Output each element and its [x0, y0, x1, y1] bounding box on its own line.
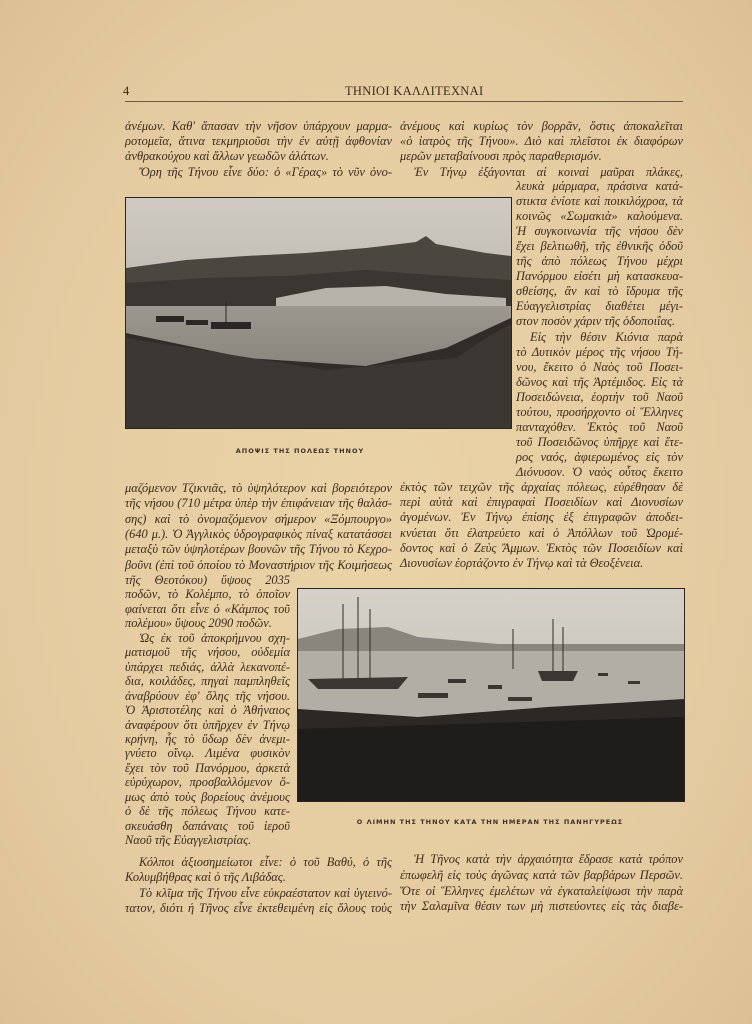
text-line: Κόλποι ἀξιοσημείωτοι εἶνε: ὁ τοῦ Βαθύ, ὁ τῆς: [139, 855, 392, 869]
text-line: ἀγομένων. Ἐν Τήνῳ ἐπίσης ἐξ ἐπιγραφῶν ἀποδει-: [400, 510, 683, 525]
text-line: περὶ αὐτὰ καὶ ἐπιγραφαὶ Ποσειδίων καὶ Διονυσίων: [400, 495, 683, 510]
text-line: Ποσειδώνεια, ἑορτὴν τοῦ Ναοῦ: [516, 389, 683, 404]
text-line: γνύετο οἴνῳ. Λιμένα φυσικὸν: [125, 746, 290, 761]
text-line: ματισμοῦ τῆς νήσου, οὐδεμία: [125, 645, 290, 660]
text-line: ἔχει βελτιωθῆ, τῆς ἐθνικῆς ὁδοῦ: [516, 239, 683, 254]
header-rule: [125, 101, 683, 102]
text-line: κοινῶς «Σωμακιὰ» καλούμενα.: [516, 209, 683, 224]
text-line: «ὁ ἰατρὸς τῆς Τήνου». Διὸ καὶ πλεῖστοι ἐκ διαφόρων: [400, 134, 683, 149]
text-line: τοῦ Ποσειδῶνος ὑπῆρχε καὶ ἕτε-: [516, 434, 683, 449]
text-line: δῶνος καὶ τῆς Ἀρτέμιδος. Εἰς τὰ: [516, 374, 683, 389]
text-line: Διόνυσον. Ὁ ναὸς οὗτος ἔκειτο: [516, 464, 683, 479]
text-line: Τὸ κλῖμα τῆς Τήνου εἶνε εὐκραέστατον καὶ ὑγιεινό-: [139, 885, 392, 900]
text-line: ροτομεῖα, ἅτινα τεκμηριοῦσι τὴν ἐν αὐτῇ ἀφθονίαν: [125, 134, 392, 149]
text-line: εὐρύχωρον, προσβαλλόμενον ὅ-: [125, 775, 290, 790]
text-line: μερῶν μεταβαίνουσι πρὸς παραθερισμόν.: [400, 149, 602, 164]
text-line: τῆς νήσου (710 μέτρα ὑπὲρ τὴν ἐπιφάνειαν τῆς θαλάσ-: [125, 496, 392, 511]
text-line: βοῦνι (ἐπὶ τοῦ ὁποίου τὸ Μοναστήριον τῆς Κοιμήσεως: [125, 557, 392, 572]
text-line: ὁ δὲ τῆς πόλεως Τήνου κατε-: [125, 804, 290, 819]
text-line: λευκὰ μάρμαρα, πράσινα κατά-: [516, 179, 683, 193]
text-line: δια, κοιλάδες, πηγαὶ παμπληθεῖς: [125, 674, 290, 689]
text-line: ποδῶν, τὸ Κολέμπο, τὸ ὁποῖον: [125, 587, 290, 602]
text-line: φαίνεται ὅτι εἶνε ὁ «Κάμπος τοῦ: [125, 601, 290, 616]
text-line: Εὐαγγελιστρίας διαθέτει μέγι-: [516, 299, 683, 314]
text-line: ἀνέμους καὶ κυρίως τὸν βορρᾶν, ὅστις ἀποκαλεῖται: [400, 119, 683, 133]
text-line: σθείσης, ἂν καὶ τὸ ἵδρυμα τῆς: [516, 284, 683, 299]
text-line: τὴν Σαλαμῖνα θέσιν των μὴ πιστεύοντες εἰς τὰς διαβε-: [400, 899, 683, 914]
text-line: στον ποσὸν χάριν τῆς ὁδοποιΐας.: [516, 314, 676, 329]
text-line: τατον, διότι ἡ Τῆνος εἶνε ἐκτεθειμένη εἰς ὅλους τοὺς: [125, 900, 392, 915]
text-line: τῆς ἀπὸ πόλεως Τήνου μέχρι: [516, 254, 683, 269]
page-number: 4: [123, 84, 130, 98]
text-line: στικτα ἐνίοτε καὶ ποικιλόχροα, τὰ: [516, 194, 683, 209]
text-line: Διονυσίων ἑορτάζοντο ἐν Τήνῳ καὶ τὰ Θεοξένεια.: [400, 556, 644, 570]
text-line: κρήνη, ἧς τὸ ὕδωρ δὲν ἀνεμι-: [125, 731, 290, 746]
text-line: Κολυμβήθρας καὶ ὁ τῆς Λιβάδας.: [125, 870, 286, 885]
text-line: ἐπωφελῆ εἰς τοὺς ἀγῶνας κατὰ τῶν βαρβάρων Περσῶν.: [400, 867, 683, 882]
text-line: σκευάσθη δαπάναις τοῦ ἱεροῦ: [125, 818, 290, 833]
text-line: μεταξὺ τῶν ὑψηλοτέρων βουνῶν τῆς Τήνου τὸ Κεχρο-: [125, 542, 392, 557]
text-line: Ὁ Ἀριστοτέλης καὶ ὁ Ἀθήναιος: [125, 703, 290, 718]
text-line: ἀνθρακούχου καὶ ἄλλων γεωδῶν ἁλάτων.: [125, 149, 329, 164]
text-line: Ἡ Τῆνος κατὰ τὴν ἀρχαιότητα ἔδρασε κατὰ τρόπον: [414, 852, 683, 866]
text-line: κνύεται ὅτι ἐλατρεύετο καὶ ὁ Ἀπόλλων τοῦ Ὠρομέ-: [400, 525, 683, 540]
text-line: Ναοῦ τῆς Εὐαγγελιστρίας.: [125, 833, 252, 848]
photo-harbour-on-feast-day: [297, 588, 685, 802]
text-line: Ὄρη τῆς Τήνου εἶνε δύο: ὁ «Γέρας» τὸ νῦν ὀνο-: [139, 164, 392, 179]
photo2-caption: Ο ΛΙΜΗΝ ΤΗΣ ΤΗΝΟΥ ΚΑΤΑ ΤΗΝ ΗΜΕΡΑΝ ΤΗΣ ΠΑΝΗΓΥΡΕΩΣ: [356, 818, 624, 826]
text-line: ἐκτὸς τῶν τειχῶν τῆς ἀρχαίας πόλεως, εὑρέθησαν δὲ: [400, 480, 683, 494]
text-line: ὑπάρχει πεδιάς, ἀλλὰ λεκανοπέ-: [125, 659, 290, 674]
photo-view-of-tinos-town: [125, 197, 512, 429]
text-line: Πανόρμου εἰσέτι μὴ κατασκευα-: [516, 269, 683, 284]
text-line: πολέμου» ὕψους 2090 ποδῶν.: [125, 616, 272, 631]
text-line: μαζόμενον Τζικνιᾶς, τὸ ὑψηλότερον καὶ βορειότερον: [125, 481, 392, 495]
running-title: ΤΗΝΙΟΙ ΚΑΛΛΙΤΕΧΝΑΙ: [345, 84, 484, 98]
text-line: νου, ἔκειτο ὁ Ναὸς τοῦ Ποσει-: [516, 359, 683, 374]
text-line: ρος ναός, ἀφιερωμένος εἰς τὸν: [516, 449, 683, 464]
text-line: τῆς Θεοτόκου) ὕψους 2035: [125, 573, 290, 587]
text-line: Ἐν Τήνῳ ἐξάγονται αἱ κοιναὶ μαῦραι πλάκες,: [414, 164, 683, 179]
text-line: σης) καὶ τὸ ὀνομαζόμενον σήμερον «Ξόμπουργο»: [125, 511, 392, 526]
text-line: Εἰς τὴν θέσιν Κιόνια παρὰ: [530, 329, 683, 344]
text-line: μως ἀπὸ τοὺς βορείους ἀνέμους: [125, 789, 290, 804]
text-line: τὸ Δυτικὸν μέρος τῆς νήσου Τή-: [516, 344, 683, 359]
text-line: Ὡς ἐκ τοῦ ἀποκρήμνου σχη-: [139, 630, 290, 645]
photo1-caption: ΑΠΟΨΙΣ ΤΗΣ ΠΟΛΕΩΣ ΤΗΝΟΥ: [235, 447, 365, 455]
text-line: ἀναφέρουν ὅτι ὑπῆρχεν ἐν Τήνῳ: [125, 717, 290, 732]
text-line: Ὅτε οἱ Ἕλληνες ἐμελέτων νὰ ἐγκαταλείψωσι τὴν παρὰ: [400, 883, 683, 898]
text-line: ἀνέμων. Καθ' ἅπασαν τὴν νῆσον ὑπάρχουν μαρμα-: [125, 119, 392, 133]
text-line: (640 μ.). Ὁ Ἀγγλικὸς ὑδρογραφικὸς πίναξ κατατάσσει: [125, 526, 392, 541]
text-line: πανταχόθεν. Ἐκτὸς τοῦ Ναοῦ: [516, 419, 683, 434]
text-line: δοντος καὶ ὁ Ζεὺς Ἄμμων. Ἐκτὸς τῶν Ποσειδίων καὶ: [400, 540, 683, 555]
text-line: Ἡ συγκοινωνία τῆς νήσου δὲν: [516, 224, 683, 239]
text-line: ἀναβρύουν ἐφ' ὅλης τῆς νήσου.: [125, 688, 290, 703]
text-line: τούτου, προσήρχοντο οἱ Ἕλληνες: [516, 404, 683, 419]
text-line: ἔχει τὸν τοῦ Πανόρμου, ἀρκετὰ: [125, 760, 290, 775]
